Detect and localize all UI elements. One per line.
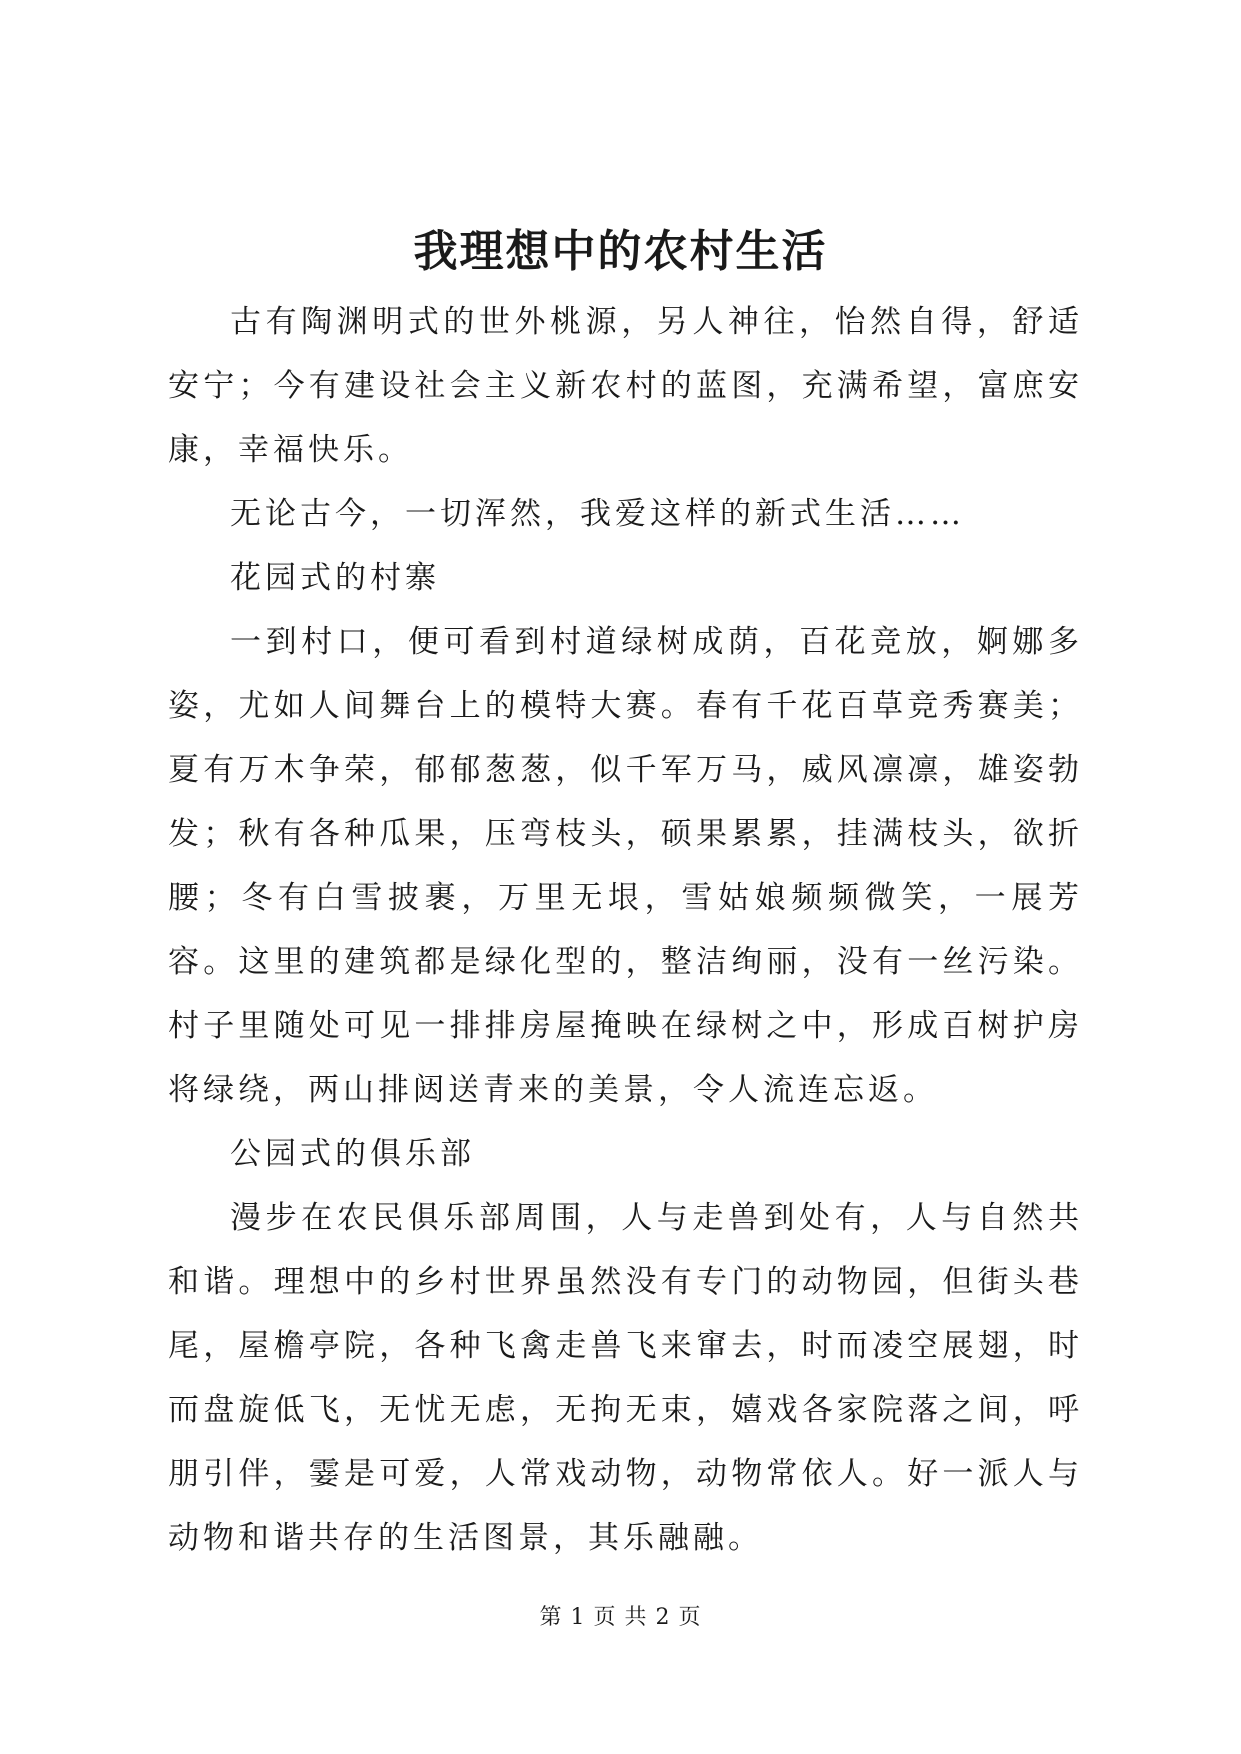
paragraph-park-club: 漫步在农民俱乐部周围，人与走兽到处有，人与自然共和谐。理想中的乡村世界虽然没有专门的动物园，但街头巷尾，屋檐亭院，各种飞禽走兽飞来窜去，时而凌空展翅，时而盘旋低飞，无忧无虑，无拘无束，嬉戏各家院落之间，呼朋引伴，霎是可爱，人常戏动物，动物常依人。好一派人与动物和谐共存的生活图景，其乐融融。 bbox=[168, 1200, 1083, 1556]
page-number-footer: 第 1 页 共 2 页 bbox=[539, 1605, 702, 1630]
paragraph-love-new-life: 无论古今，一切浑然，我爱这样的新式生活…… bbox=[230, 496, 965, 532]
section-heading-garden-village: 花园式的村寨 bbox=[230, 560, 440, 596]
paragraph-intro: 古有陶渊明式的世外桃源，另人神往，怡然自得，舒适安宁；今有建设社会主义新农村的蓝图，充满希望，富庶安康，幸福快乐。 bbox=[168, 304, 1083, 468]
document-body bbox=[168, 290, 1083, 1570]
section-heading-park-club: 公园式的俱乐部 bbox=[230, 1136, 475, 1172]
paragraph-garden-village: 一到村口，便可看到村道绿树成荫，百花竞放，婀娜多姿，尤如人间舞台上的模特大赛。春有千花百草竞秀赛美；夏有万木争荣，郁郁葱葱，似千军万马，威风凛凛，雄姿勃发；秋有各种瓜果，压弯枝头，硕果累累，挂满枝头，欲折腰；冬有白雪披裹，万里无垠，雪姑娘频频微笑，一展芳容。这里的建筑都是绿化型的，整洁绚丽，没有一丝污染。村子里随处可见一排排房屋掩映在绿树之中，形成百树护房将绿绕，两山排闼送青来的美景，令人流连忘返。 bbox=[168, 624, 1083, 1108]
document-title: 我理想中的农村生活 bbox=[413, 226, 828, 277]
